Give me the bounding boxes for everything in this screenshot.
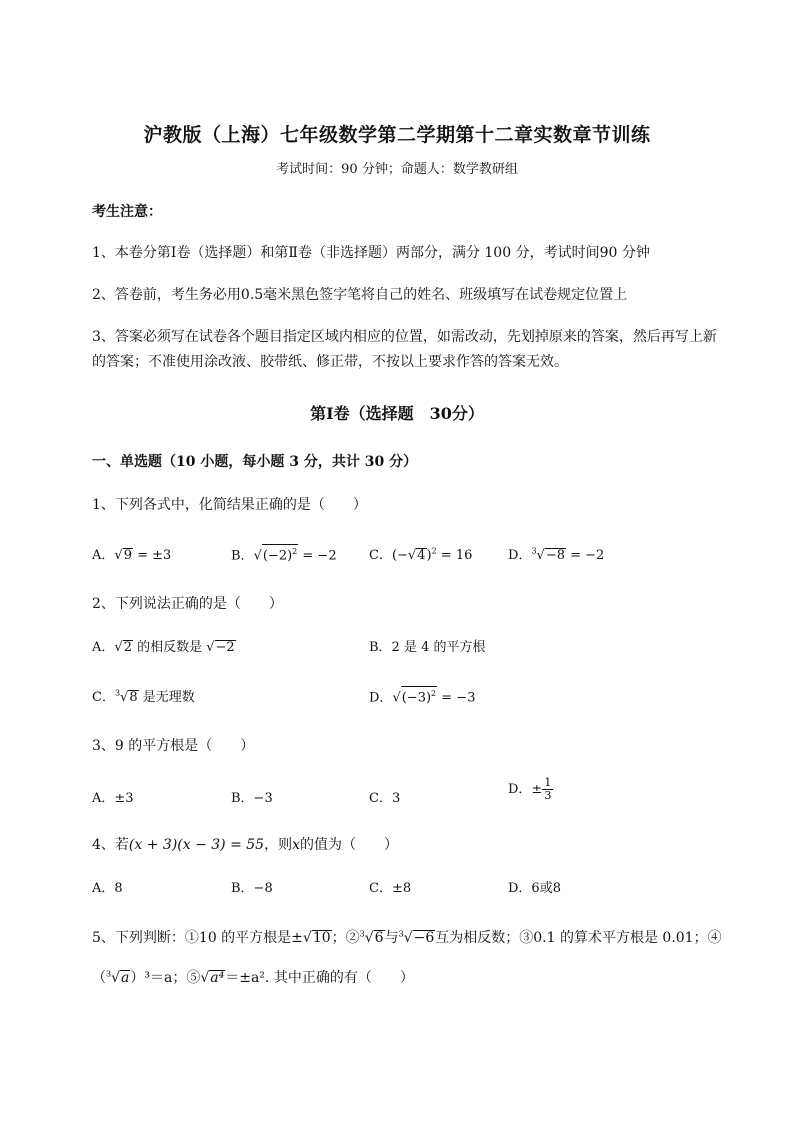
- denominator: 3: [544, 789, 552, 802]
- question-2-option-a: A．√2 的相反数是 √−2: [92, 640, 235, 655]
- question-3-option-a: A．±3: [92, 791, 134, 806]
- question-3-stem: 3、9 的平方根是（ ）: [92, 738, 255, 754]
- fraction: [542, 777, 553, 802]
- question-3-option-d: [508, 777, 553, 802]
- stem-text: ；②: [331, 930, 360, 946]
- question-4-option-d: D．6或8: [508, 881, 561, 896]
- root-index: 3: [398, 929, 404, 939]
- notice-item-1: 1、本卷分第Ⅰ卷（选择题）和第Ⅱ卷（非选择题）两部分，满分 100 分，考试时间90 分钟: [92, 245, 650, 261]
- question-3-option-c: C．3: [369, 791, 401, 806]
- question-4-option-b: B．−8: [231, 881, 273, 896]
- option-rest: = ±3: [132, 548, 172, 563]
- question-5-stem-line-1: 5、下列判断：①10 的平方根是±√10；②$^3$√6与$^3$√−6互为相反数；③0.1 的算术平方根是 0.01；④: [92, 929, 722, 946]
- notice-item-3-cont: 的答案；不准使用涂改液、胶带纸、修正带，不按以上要求作答的答案无效。: [92, 354, 568, 370]
- notice-item-2: 2、答卷前，考生务必用0.5毫米黑色签字笔将自己的姓名、班级填写在试卷规定位置上: [92, 287, 628, 303]
- option-label: B．: [231, 548, 254, 564]
- radicand-base: (−2): [262, 548, 293, 564]
- stem-text: 与: [384, 930, 399, 946]
- stem-text: 4、若: [92, 837, 129, 853]
- notice-item-3: 3、答案必须写在试卷各个题目指定区域内相应的位置，如需改动，先划掉原来的答案，然后再写上新: [92, 329, 717, 345]
- question-1-stem: 1、下列各式中，化简结果正确的是（ ）: [92, 497, 367, 513]
- question-2-option-c: C．$^3$√8 是无理数: [92, 688, 195, 705]
- question-4-stem: [92, 834, 398, 854]
- radicand: a: [121, 970, 130, 986]
- question-3-option-b: B．−3: [231, 791, 273, 806]
- radicand: 6: [374, 930, 384, 946]
- part-heading: 一、单选题（10 小题，每小题 3 分，共计 30 分）: [92, 454, 418, 470]
- option-label: C．: [369, 548, 392, 563]
- stem-text: ）³＝a；⑤: [130, 970, 201, 986]
- notice-heading: 考生注意：: [92, 204, 162, 220]
- variable: x: [292, 837, 300, 853]
- question-2-stem: 2、下列说法正确的是（ ）: [92, 596, 283, 612]
- root-index: 3: [114, 688, 121, 698]
- radicand: a⁴: [210, 970, 225, 986]
- question-1-option-a: A．√9 = ±3: [92, 548, 172, 563]
- root-index: 3: [359, 929, 365, 939]
- radicand: [401, 686, 437, 705]
- page-title: 沪教版（上海）七年级数学第二学期第十二章实数章节训练: [143, 124, 651, 146]
- stem-text: 的值为（ ）: [300, 837, 398, 853]
- radicand: −8: [545, 548, 565, 563]
- option-rest: = −3: [437, 690, 476, 706]
- radicand: [262, 544, 298, 563]
- radicand: 2: [123, 640, 132, 655]
- paren-open: (−: [391, 548, 408, 563]
- option-label: D．±: [508, 782, 543, 797]
- section-title: 第Ⅰ卷（选择题 30分）: [310, 404, 484, 423]
- option-label: D．: [369, 690, 393, 706]
- exam-info: 考试时间：90 分钟；命题人：数学教研组: [276, 162, 518, 177]
- question-1-option-d: D．$^3$√−8 = −2: [508, 546, 605, 563]
- option-label: A．: [92, 640, 115, 655]
- root-index: 3: [531, 546, 537, 556]
- option-label: C．: [92, 690, 115, 705]
- stem-text: 5、下列判断：①10 的平方根是±: [92, 930, 303, 946]
- stem-text: 互为相反数；③0.1 的算术平方根是 0.01；④: [435, 930, 722, 946]
- question-4-option-c: C．±8: [369, 881, 412, 896]
- numerator: 1: [544, 776, 552, 789]
- radicand: 10: [312, 930, 331, 946]
- stem-text: ，则: [264, 837, 293, 853]
- option-rest: = 16: [436, 548, 473, 563]
- question-4-option-a: A．8: [92, 881, 123, 896]
- option-text: 的相反数是: [132, 640, 207, 655]
- question-1-option-c: C．$(-√4)^2 = 16$: [369, 546, 473, 563]
- option-rest: = −2: [566, 548, 605, 563]
- stem-text: （: [92, 970, 106, 986]
- radicand: 4: [417, 548, 426, 563]
- stem-text: ＝±a². 其中正确的有（ ）: [225, 970, 414, 986]
- exponent: 2: [431, 546, 437, 556]
- option-label: A．: [92, 548, 115, 563]
- question-1-option-b: B．$√(-2)^2 = -2$: [231, 544, 337, 563]
- equation: (x + 3)(x − 3) = 55: [128, 837, 265, 853]
- option-label: D．: [508, 548, 532, 563]
- radicand: −6: [413, 930, 435, 946]
- question-2-option-b: B．2 是 4 的平方根: [369, 640, 486, 655]
- question-2-option-d: D．$√(-3)^2 = -3$: [369, 686, 475, 705]
- question-5-stem-line-2: （$^3$√a）³＝a；⑤√a⁴＝±a². 其中正确的有（ ）: [92, 969, 414, 986]
- radicand: −2: [215, 640, 235, 655]
- root-index: 3: [106, 969, 112, 979]
- option-text: 是无理数: [138, 690, 195, 705]
- paren-close: ): [426, 548, 432, 563]
- option-rest: = −2: [298, 548, 337, 564]
- radicand: 9: [123, 548, 132, 563]
- radicand-base: (−3): [401, 690, 432, 706]
- exponent: 2: [292, 547, 298, 556]
- exponent: 2: [431, 689, 437, 698]
- radicand: 8: [129, 690, 138, 705]
